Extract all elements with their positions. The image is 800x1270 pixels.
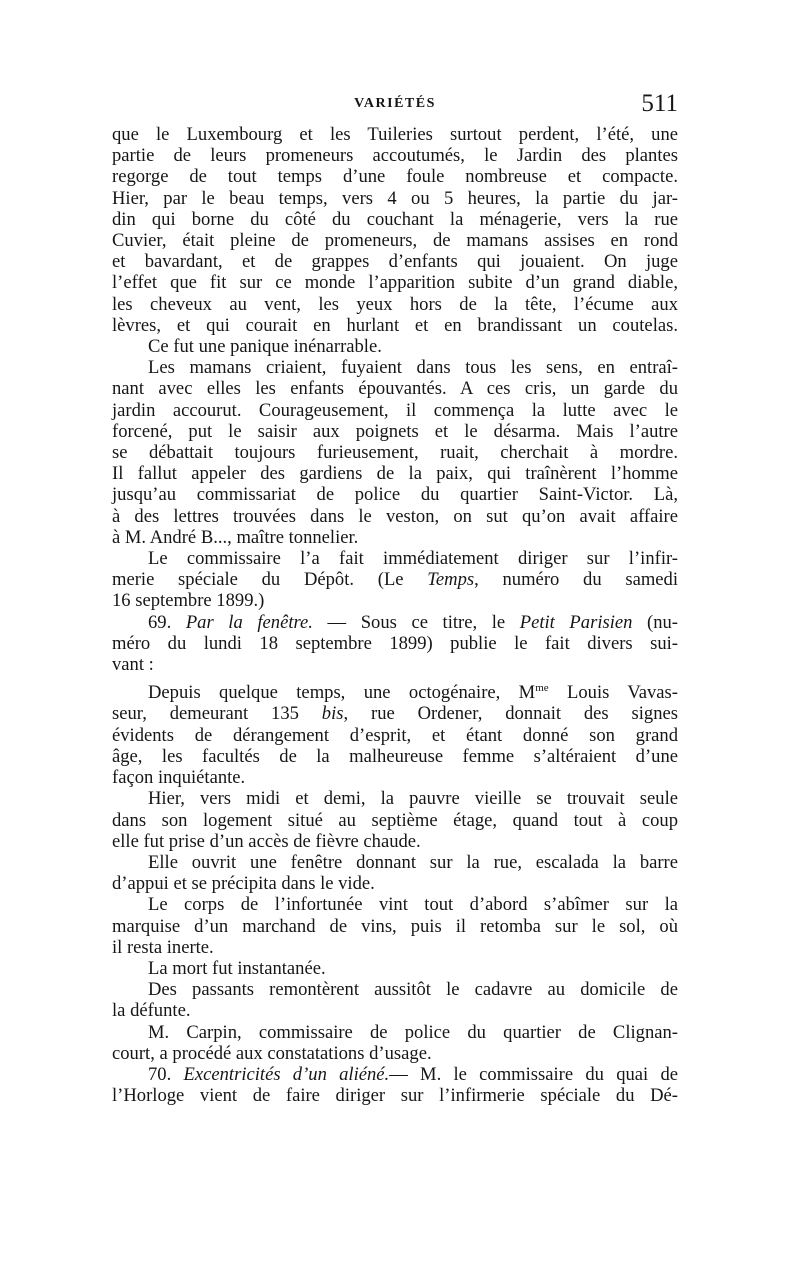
text-line: nant avec elles les enfants épouvantés. A ces cris, un garde du [112, 378, 678, 400]
text-line: l’effet que fit sur ce monde l’apparition subite d’un grand diable, [112, 272, 678, 294]
text-line: lèvres, et qui courait en hurlant et en brandissant un coutelas. [112, 314, 678, 336]
text-line: din qui borne du côté du couchant la ménagerie, vers la rue [112, 208, 678, 230]
text-line: façon inquiétante. [112, 767, 246, 789]
text-line: Depuis quelque temps, une octogénaire, $M^{me}$ Louis Vavas- [148, 682, 678, 704]
text-line: Il fallut appeler des gardiens de la paix, qui traînèrent l’homme [112, 463, 678, 485]
running-title: VARIÉTÉS [354, 96, 436, 111]
text-line: Elle ouvrit une fenêtre donnant sur la rue, escalada la barre [148, 851, 678, 873]
page-number: 511 [641, 90, 678, 117]
text-line: Les mamans criaient, fuyaient dans tous les sens, en entraî- [148, 357, 678, 379]
text-line: à des lettres trouvées dans le veston, on sut qu’on avait affaire [112, 505, 678, 527]
text-line: l’Horloge vient de faire diriger sur l’infirmerie spéciale du Dé- [112, 1085, 678, 1107]
text-line: Le commissaire l’a fait immédiatement diriger sur l’infir- [148, 548, 678, 570]
running-head [112, 90, 678, 120]
text-line: vant : [112, 654, 154, 676]
text-line: regorge de tout temps d’une foule nombreuse et compacte. [112, 166, 678, 188]
text-line: Hier, vers midi et demi, la pauvre vieille se trouvait seule [148, 788, 678, 810]
text-line: jardin accourut. Courageusement, il commença la lutte avec le [112, 399, 678, 421]
text-line: Des passants remontèrent aussitôt le cadavre au domicile de [148, 979, 678, 1001]
text-line: à M. André B..., maître tonnelier. [112, 526, 359, 548]
text-line: il resta inerte. [112, 936, 214, 958]
text-line: merie spéciale du Dépôt. (Le Temps, numéro du samedi [112, 569, 678, 591]
text-line: Le corps de l’infortunée vint tout d’abord s’abîmer sur la [148, 894, 678, 916]
text-line: Hier, par le beau temps, vers 4 ou 5 heures, la partie du jar- [112, 187, 678, 209]
text-line: 70. Excentricités d’un aliéné.— M. le commissaire du quai de [148, 1063, 679, 1085]
text-line: la défunte. [112, 1000, 191, 1022]
text-line: partie de leurs promeneurs accoutumés, le Jardin des plantes [112, 145, 678, 167]
body-text [112, 124, 678, 1106]
text-line: M. Carpin, commissaire de police du quartier de Clignan- [148, 1021, 678, 1043]
text-line: les cheveux au vent, les yeux hors de la tête, l’écume aux [112, 293, 678, 315]
text-line: évidents de dérangement d’esprit, et étant donné son grand [112, 724, 678, 746]
text-line: jusqu’au commissariat de police du quartier Saint-Victor. Là, [112, 484, 678, 506]
text-line: que le Luxembourg et les Tuileries surtout perdent, l’été, une [112, 124, 678, 145]
text-line: 16 septembre 1899.) [112, 590, 265, 612]
text-line: méro du lundi 18 septembre 1899) publie le fait divers sui- [112, 632, 678, 654]
text-line: La mort fut instantanée. [148, 957, 326, 979]
text-line: dans son logement situé au septième étage, quand tout à coup [112, 809, 678, 831]
text-line: elle fut prise d’un accès de fièvre chaude. [112, 830, 421, 852]
text-line: âge, les facultés de la malheureuse femme s’altéraient d’une [112, 745, 678, 767]
text-line: court, a procédé aux constatations d’usage. [112, 1042, 432, 1064]
text-line: et bavardant, et de grappes d’enfants qui jouaient. On juge [112, 251, 678, 273]
text-line: marquise d’un marchand de vins, puis il retomba sur le sol, où [112, 915, 678, 937]
text-line: seur, demeurant 135 bis, rue Ordener, donnait des signes [112, 703, 678, 725]
text-line: Cuvier, était pleine de promeneurs, de mamans assises en rond [112, 230, 678, 252]
text-line: 69. Par la fenêtre. — Sous ce titre, le Petit Parisien (nu- [148, 611, 678, 633]
text-line: Ce fut une panique inénarrable. [148, 336, 382, 358]
text-line: forcené, put le saisir aux poignets et le désarma. Mais l’autre [112, 420, 678, 442]
text-line: se débattait toujours furieusement, ruait, cherchait à mordre. [112, 442, 678, 464]
text-line: d’appui et se précipita dans le vide. [112, 873, 375, 895]
